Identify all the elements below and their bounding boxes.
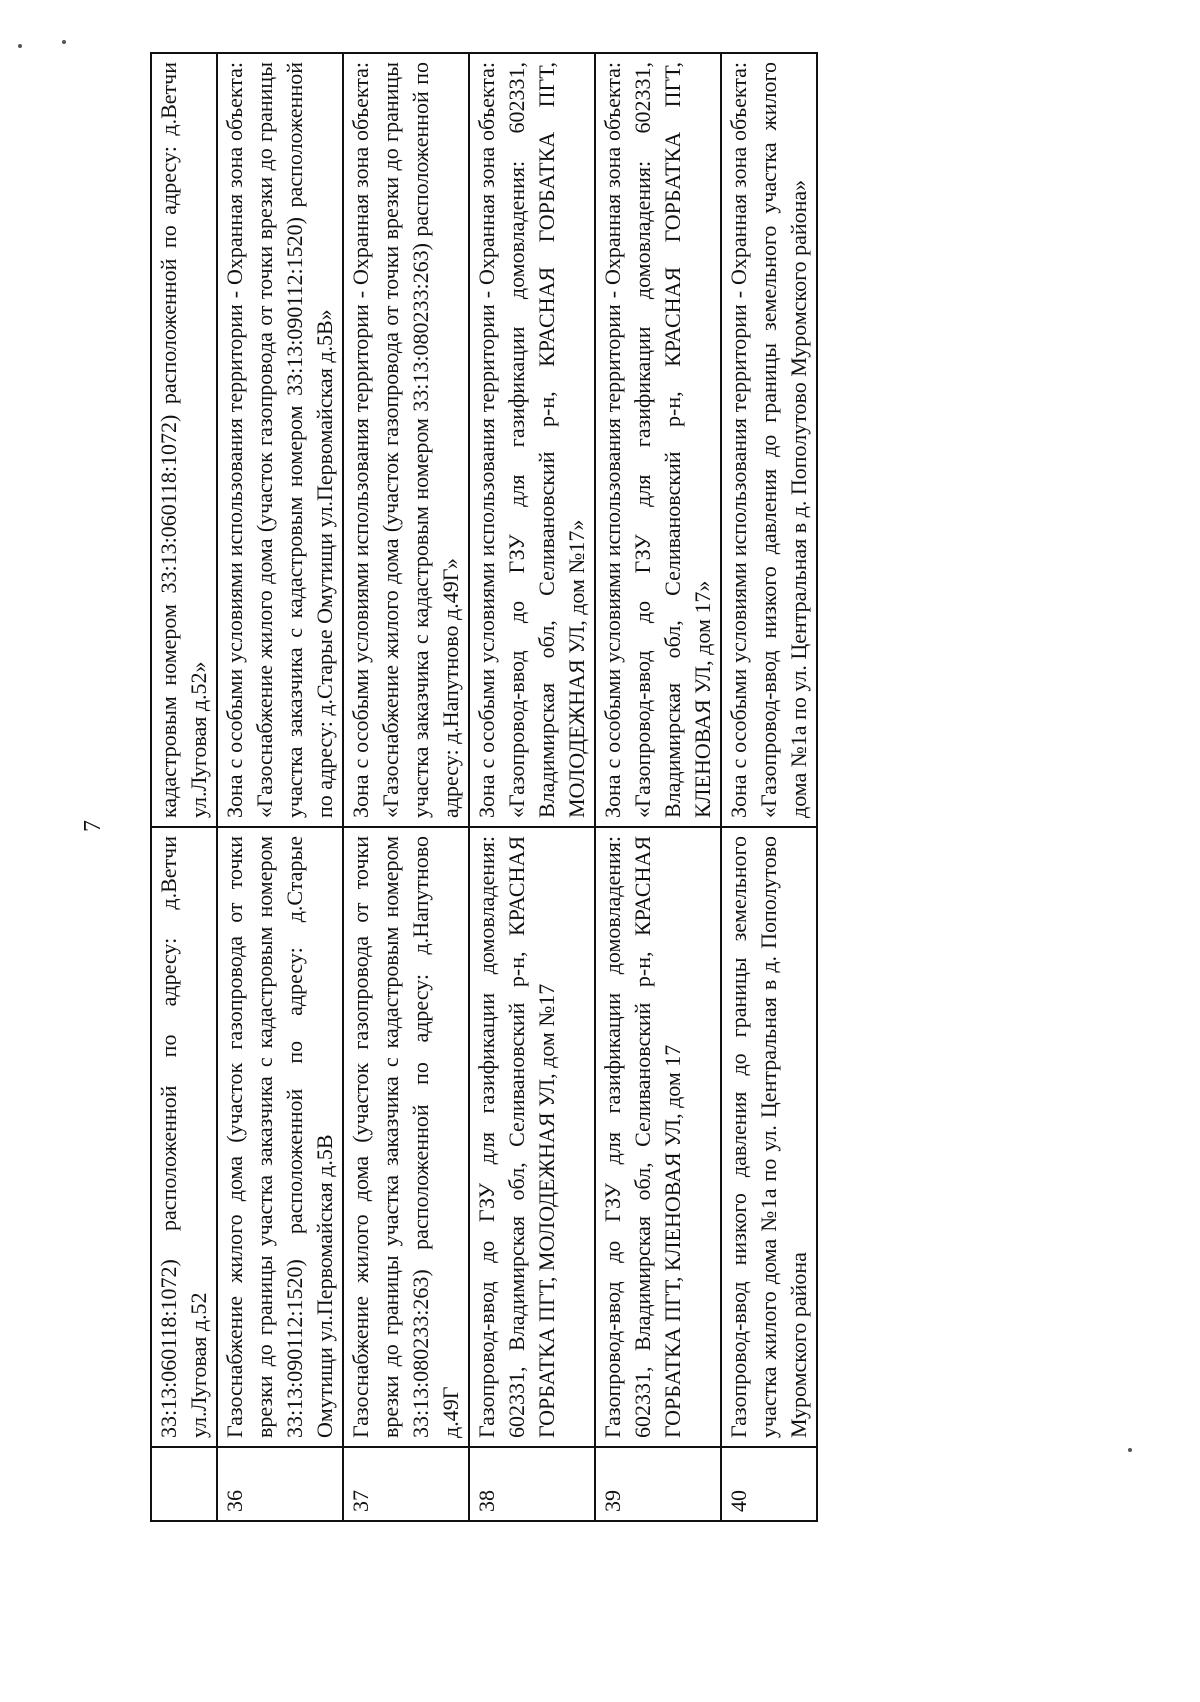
zone-description-cell: Зона с особыми условиями использования территории - Охранная зона объекта: «Газоснабжение жилого дома (участок газопровода от точки врезки до границы участка заказчика с кадастровым номером 33:13:090112:1520) расположенной по адресу: д.Старые Омутищи ул.Первомайская д.5В» [217, 53, 343, 827]
row-number [151, 1447, 217, 1521]
row-number: 39 [595, 1447, 721, 1521]
zones-table [150, 52, 818, 1522]
row-number: 36 [217, 1447, 343, 1521]
table-row [469, 53, 595, 1521]
zone-description-cell: кадастровым номером 33:13:060118:1072) расположенной по адресу: д.Ветчи ул.Луговая д.52» [151, 53, 217, 827]
object-name-cell: Газопровод-ввод до ГЗУ для газификации домовладения: 602331, Владимирская обл, Селивановский р-н, КРАСНАЯ ГОРБАТКА ПГТ, КЛЕНОВАЯ УЛ, дом 17 [595, 827, 721, 1447]
zone-description-cell: Зона с особыми условиями использования территории - Охранная зона объекта: «Газоснабжение жилого дома (участок газопровода от точки врезки до границы участка заказчика с кадастровым номером 33:13:080233:263) расположенной по адресу: д.Напутново д.49Г» [343, 53, 469, 827]
table-row [217, 53, 343, 1521]
page-number: 7 [80, 820, 106, 832]
row-number: 40 [721, 1447, 817, 1521]
row-number: 38 [469, 1447, 595, 1521]
table-row [151, 53, 217, 1521]
zone-description-cell: Зона с особыми условиями использования территории - Охранная зона объекта: «Газопровод-ввод низкого давления до границы земельного участка жилого дома №1а по ул. Центральная в д. Пополутово Муромского района» [721, 53, 817, 827]
object-name-cell: Газопровод-ввод низкого давления до границы земельного участка жилого дома №1а по ул. Центральная в д. Пополутово Муромского района [721, 827, 817, 1447]
row-number: 37 [343, 1447, 469, 1521]
object-name-cell: Газопровод-ввод до ГЗУ для газификации домовладения: 602331, Владимирская обл, Селивановский р-н, КРАСНАЯ ГОРБАТКА ПГТ, МОЛОДЕЖНАЯ УЛ, дом №17 [469, 827, 595, 1447]
object-name-cell: 33:13:060118:1072) расположенной по адресу: д.Ветчи ул.Луговая д.52 [151, 827, 217, 1447]
table-row [343, 53, 469, 1521]
object-name-cell: Газоснабжение жилого дома (участок газопровода от точки врезки до границы участка заказчика с кадастровым номером 33:13:090112:1520) расположенной по адресу: д.Старые Омутищи ул.Первомайская д.5В [217, 827, 343, 1447]
table-row [721, 53, 817, 1521]
scan-speck [62, 40, 66, 44]
scan-speck [1128, 1448, 1132, 1452]
scan-speck [18, 44, 22, 48]
zone-description-cell: Зона с особыми условиями использования территории - Охранная зона объекта: «Газопровод-ввод до ГЗУ для газификации домовладения: 602331, Владимирская обл, Селивановский р-н, КРАСНАЯ ГОРБАТКА ПГТ, МОЛОДЕЖНАЯ УЛ, дом №17» [469, 53, 595, 827]
table-row [595, 53, 721, 1521]
zone-description-cell: Зона с особыми условиями использования территории - Охранная зона объекта: «Газопровод-ввод до ГЗУ для газификации домовладения: 602331, Владимирская обл, Селивановский р-н, КРАСНАЯ ГОРБАТКА ПГТ, КЛЕНОВАЯ УЛ, дом 17» [595, 53, 721, 827]
object-name-cell: Газоснабжение жилого дома (участок газопровода от точки врезки до границы участка заказчика с кадастровым номером 33:13:080233:263) расположенной по адресу: д.Напутново д.49Г [343, 827, 469, 1447]
